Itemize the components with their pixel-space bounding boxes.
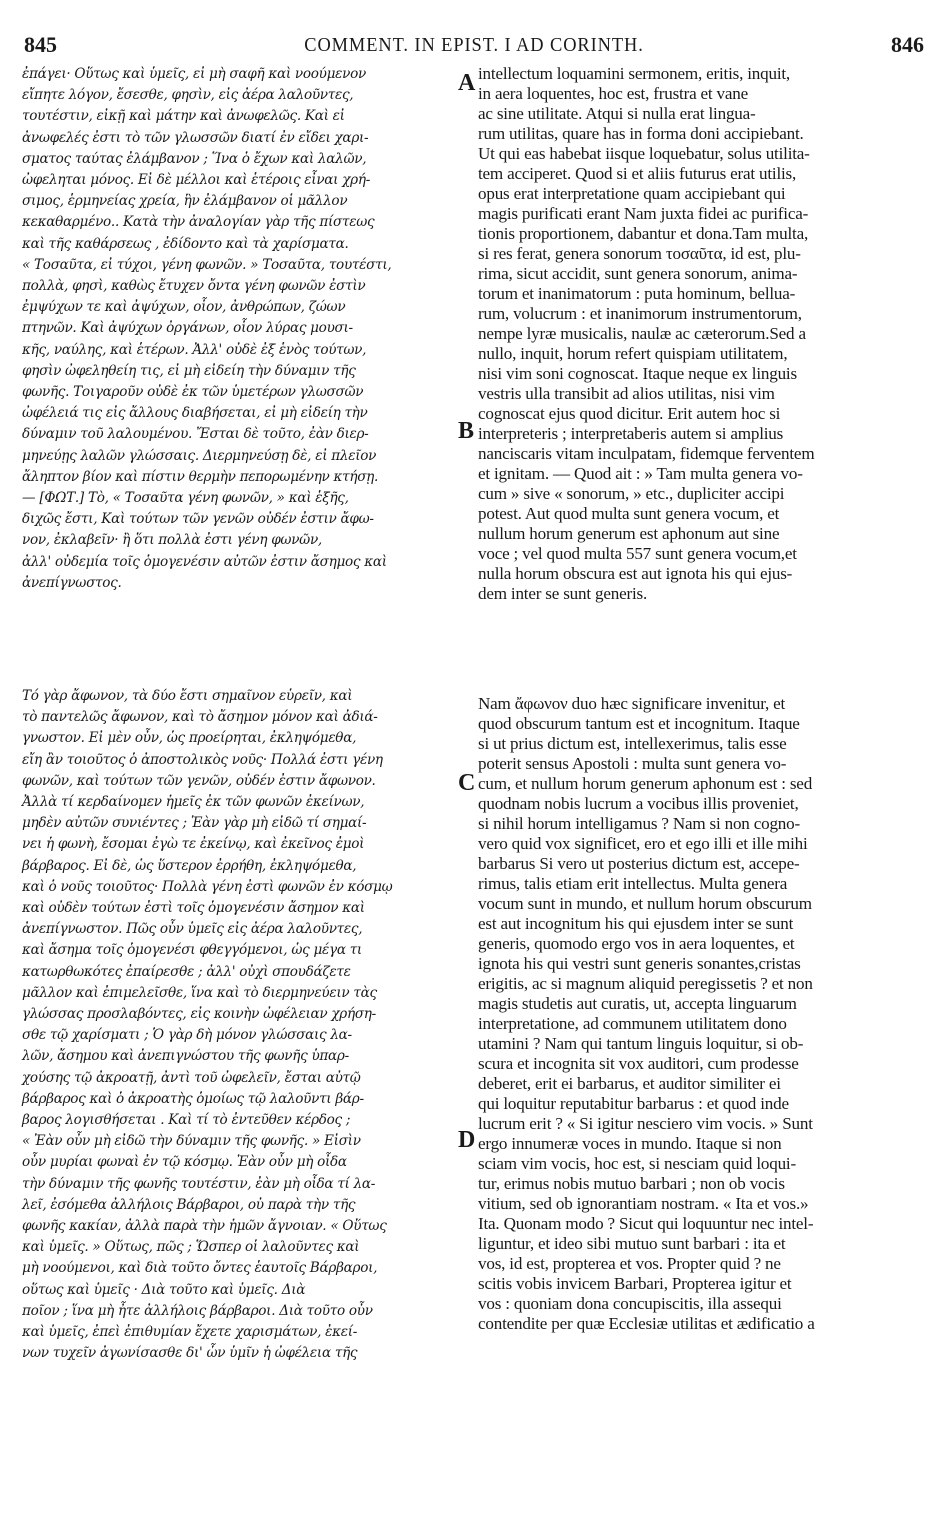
- margin-marker-a: A: [458, 70, 476, 96]
- page-number-left: 845: [24, 32, 57, 57]
- running-title: COMMENT. IN EPIST. I AD CORINTH.: [304, 34, 644, 56]
- latin-column-top: [478, 64, 908, 604]
- latin-column-bottom: [478, 694, 908, 1334]
- greek-text-block: ἐπάγει· Οὕτως καὶ ὑμεῖς, εἰ μὴ σαφῆ καὶ νοούμενον εἴπητε λόγον, ἔσεσθε, φησὶν, εἰς ἀέρα λαλοῦντες, τουτέστιν, εἰκῇ καὶ μάτην καὶ ἀνωφελῶς. Καὶ εἰ ἀνωφελές ἐστι τὸ τῶν γλωσσῶν διατί ἐν εἴδει χαρι- σματος ταύτας ἐλάμβανον ; Ἵνα ὁ ἔχων καὶ λαλῶν, ὠφεληται μόνος. Εἰ δὲ μέλλοι καὶ ἑτέροις εἶναι χρή- σιμος, ἑρμηνείας χρεία, ἣν ἐλάμβανον οἱ μᾶλλον κεκαθαρμένο.. Κατὰ τὴν ἀναλογίαν γὰρ τῆς πίστεως καὶ τῆς καθάρσεως , ἐδίδοντο καὶ τὰ χαρίσματα. « Τοσαῦτα, εἰ τύχοι, γένη φωνῶν. » Τοσαῦτα, τουτέστι, πολλὰ, φησὶ, καθὼς ἔτυχεν ὄντα γένη φωνῶν ἐστὶν ἐμψύχων τε καὶ ἀψύχων, οἷον, ἀνθρώπων, ζώων πτηνῶν. Καὶ ἀψύχων ὀργάνων, οἷον λύρας μουσι- κῆς, ναύλης, καὶ ἑτέρων. Ἀλλ' οὐδὲ ἐξ ἑνὸς τούτων, φησὶν ὠφεληθείη τις, εἰ μὴ εἰδείη τὴν δύναμιν τῆς φωνῆς. Τοιγαροῦν οὐδὲ ἐκ τῶν ὑμετέρων γλωσσῶν ὠφέλειά τις εἰς ἄλλους διαβήσεται, εἰ μὴ εἰδείη τὴν δύναμιν τοῦ λαλουμένου. Ἔσται δὲ τοῦτο, ἐὰν διερ- μηνεύῃς λαλῶν γλώσσαις. Διερμηνεύσῃ δὲ, εἰ πλεῖον ἄληπτον βίον καὶ πίστιν θερμὴν πεπορωμένην κτήσῃ. — [ΦΩΤ.] Τὸ, « Τοσαῦτα γένη φωνῶν, » καὶ ἑξῆς, διχῶς ἔστι, Καὶ τούτων τῶν γενῶν οὐδέν ἐστιν ἄφω- νον, ἐκλαβεῖν· ἢ ὅτι πολλὰ ἐστι γένη φωνῶν, ἀλλ' οὐδεμία τοῖς ὁμογενέσιν αὐτῶν ἐστιν ἄσημος καὶ ἀνεπίγνωστος.: [22, 66, 392, 591]
- greek-text-block: Τό γὰρ ἄφωνον, τὰ δύο ἔστι σημαῖνον εὑρεῖν, καὶ τὸ παντελῶς ἄφωνον, καὶ τὸ ἄσημον μόνον καὶ ἀδιά- γνωστον. Εἰ μὲν οὖν, ὡς προείρηται, ἐκληψόμεθα, εἴη ἂν τοιοῦτος ὁ ἀποστολικὸς νοῦς· Πολλά ἐστι γένη φωνῶν, καὶ τούτων τῶν γενῶν, οὐδέν ἐστιν ἄφωνον. Ἀλλὰ τί κερδαίνομεν ἡμεῖς ἐκ τῶν φωνῶν ἐκείνων, μηδὲν αὐτῶν συνιέντες ; Ἐὰν γὰρ μὴ εἰδῶ τί σημαί- νει ἡ φωνὴ, ἔσομαι ἐγὼ τε ἐκείνῳ, καὶ ἐκεῖνος ἐμοὶ βάρβαρος. Εἰ δὲ, ὡς ὕστερον ἐρρήθη, ἐκληψόμεθα, καὶ ὁ νοῦς τοιοῦτος· Πολλὰ γένη ἐστὶ φωνῶν ἐν κόσμῳ καὶ οὐδὲν τούτων ἐστὶ τοῖς ὁμογενέσιν ἄσημον καὶ ἀνεπίγνωστον. Πῶς οὖν ὑμεῖς εἰς ἀέρα λαλοῦντες, καὶ ἄσημα τοῖς ὁμογενέσι φθεγγόμενοι, ὡς μέγα τι κατωρθωκότες ἐπαίρεσθε ; ἀλλ' οὐχὶ σπουδάζετε μᾶλλον καὶ ἐπιμελεῖσθε, ἵνα καὶ τὸ διερμηνεύειν τὰς γλώσσας προσλαβόντες, εἰς κοινὴν ὠφέλειαν χρήση- σθε τῷ χαρίσματι ; Ὁ γὰρ δὴ μόνον γλώσσαις λα- λῶν, ἄσημου καὶ ἀνεπιγνώστου τῆς φωνῆς ὑπαρ- χούσης τῷ ἀκροατῇ, ἀντὶ τοῦ ὠφελεῖν, ἔσται αὐτῷ βάρβαρος καὶ ὁ ἀκροατὴς ὁμοίως τῷ λαλοῦντι βάρ- βαρος λογισθήσεται . Καὶ τί τὸ ἐντεῦθεν κέρδος ; « Ἐὰν οὖν μὴ εἰδῶ τὴν δύναμιν τῆς φωνῆς. » Εἰσὶν οὖν μυρίαι φωναὶ ἐν τῷ κόσμῳ. Ἐὰν οὖν μὴ οἶδα τὴν δύναμιν τῆς φωνῆς τουτέστιν, ἐὰν μὴ οἶδα τί λα- λεῖ, ἐσόμεθα ἀλλήλοις Βάρβαροι, οὐ παρὰ τὴν τῆς φωνῆς κακίαν, ἀλλὰ παρὰ τὴν ἡμῶν ἄγνοιαν. « Οὕτως καὶ ὑμεῖς. » Οὕτως, πῶς ; Ὥσπερ οἱ λαλοῦντες καὶ μὴ νοούμενοι, καὶ διὰ τοῦτο ὄντες ἑαυτοῖς Βάρβαροι, οὕτως καὶ ὑμεῖς · Διὰ τοῦτο καὶ ὑμεῖς. Διὰ ποῖον ; ἵνα μὴ ἦτε ἀλλήλοις βάρβαροι. Διὰ τοῦτο οὖν καὶ ὑμεῖς, ἐπεὶ ἐπιθυμίαν ἔχετε χαρισμάτων, ἐκεί- νων τυχεῖν ἀγωνίσασθε δι' ὧν ὑμῖν ἡ ὠφέλεια τῆς: [22, 688, 393, 1362]
- greek-column-bottom: [22, 686, 478, 1365]
- greek-column-top: [22, 64, 478, 594]
- margin-marker-b: B: [458, 418, 475, 444]
- margin-marker-d: D: [458, 1127, 476, 1153]
- latin-paragraph: Nam ἄφωνον duo hæc significare invenitur, et quod obscurum tantum est et incognitum. Itaque si ut prius dictum est, intellexerimus, talis esse poterit sensus Apostoli : multa sunt genera vo- cum, et nullum horum generum aphonum est : sed quodnam nobis lucrum a vocibus illis proveniet, si nihil horum intelligamus ? Nam si non cogno- vero quid vox significet, ero et ego illi et ille mihi barbarus Si vero ut posterius dictum est, accepe- rimus, talis etiam erit intellectus. Multa genera vocum sunt in mundo, et nullum horum obscurum est aut incognitum his qui ejusdem inter se sunt generis, quomodo ergo vos in aera loquentes, et ignota his qui vestri sunt generis sonantes,cristas erigitis, ac si magnum aliquid peregissetis ? et non magis studetis aut curatis, ut, accepta linguarum interpretatione, ad communem utilitatem dono utamini ? Nam qui tantum linguis loquitur, si ob- scura et incognita sit vox auditori, cum prodesse deberet, erit ei barbarus, et auditor similiter ei qui loquitur reputabitur barbarus : et quod inde lucrum erit ? « Si igitur nesciero vim vocis. » Sunt ergo innumeræ voces in mundo. Itaque si non sciam vim vocis, hoc est, si nesciam quid loqui- tur, erimus nobis mutuo barbari ; non ob vocis vitium, sed ob ignorantiam nostram. « Ita et vos.» Ita. Quonam modo ? Sicut qui loquuntur nec intel- liguntur, et ideo sibi mutuo sunt barbari : ita et vos, id est, propterea et vos. Propter quid ? ne scitis vobis invicem Barbari, Propterea igitur et vos : quoniam dona concupiscitis, illa assequi contendite per quæ Ecclesiæ utilitas et ædificatio a: [478, 694, 815, 1333]
- page-number-right: 846: [891, 32, 924, 57]
- page-header: [24, 32, 924, 62]
- margin-marker-c: C: [458, 770, 476, 796]
- latin-paragraph: intellectum loquamini sermonem, eritis, inquit, in aera loquentes, hoc est, frustra et vane ac sine utilitate. Atqui si nulla erat lingua- rum utilitas, quare has in forma doni accipiebant. Ut qui eas habebat iisque loquebatur, solus utilita- tem acciperet. Quod si et aliis futurus erat utilis, opus erat interpretatione quam accipiebant qui magis purificati erant Nam juxta fidei ac purifica- tionis proportionem, dabantur et dona.Tam multa, si res ferat, genera sonorum τοσαῦτα, id est, plu- rima, sicut accidit, sunt genera sonorum, anima- torum et inanimatorum : puta hominum, bellua- rum, volucrum : et inanimorum instrumentorum, nempe lyræ musicalis, naulæ ac cæterorum.Sed a nullo, inquit, horum refert quispiam utilitatem, nisi vim soni cognoscat. Itaque neque ex linguis vestris ulla transibit ad alios utilitas, nisi vim cognoscat ejus quod dicitur. Erit autem hoc si interpreteris ; interpretaberis autem si amplius nanciscaris vitam inculpatam, fidemque ferventem et ignitam. — Quod ait : » Tam multa genera vo- cum » sive « sonorum, » etc., dupliciter accipi potest. Aut quod multa sunt genera vocum, et nullum horum generum est aphonum aut sine voce ; vel quod multa 557 sunt genera vocum,et nulla horum obscura est aut ignota his qui ejus- dem inter se sunt generis.: [478, 64, 815, 603]
